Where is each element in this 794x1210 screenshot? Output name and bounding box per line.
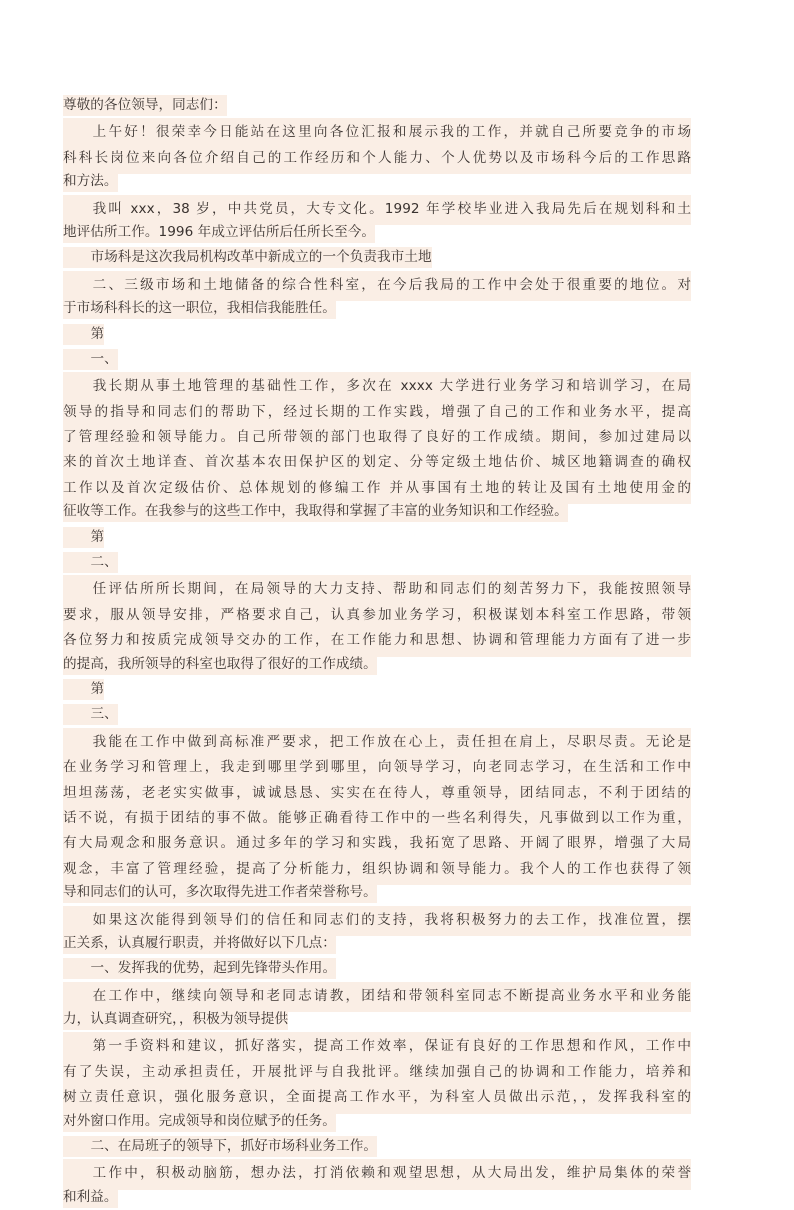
document-line: [63, 118, 691, 143]
paragraph-indent: [63, 1134, 91, 1159]
paragraph-indent: [63, 1161, 91, 1186]
paragraph-indent: [63, 577, 91, 602]
document-line-content: 我叫 xxx，38 岁，中共党员，大专文化。1992 年学校毕业进入我局先后在规划科和土: [90, 200, 691, 217]
paragraph-indent: [63, 1034, 91, 1059]
document-line: [63, 1159, 691, 1184]
document-line-text: 正关系，认真履行职责，并将做好以下几点：: [63, 933, 336, 954]
paragraph-indent: [63, 347, 91, 372]
document-line: [63, 144, 691, 169]
document-line-text: 的提高，我所领导的科室也取得了很好的工作成绩。: [63, 654, 377, 675]
document-line-text: 观念，丰富了管理经验，提高了分析能力，组织协调和领导能力。我个人的工作也获得了领: [63, 855, 691, 885]
document-line: [63, 347, 691, 372]
paragraph-indent: [63, 908, 91, 933]
document-line-content: 在工作中，继续向领导和老同志请教，团结和带领科室同志不断提高业务水平和业务能: [90, 987, 691, 1004]
document-line-text: 和方法。: [63, 171, 118, 192]
document-line: [63, 626, 691, 651]
document-line-content: 三、: [90, 706, 118, 723]
paragraph-indent: [63, 197, 91, 222]
document-line-text: 尊敬的各位领导，同志们：: [63, 95, 227, 116]
document-line-text: 导和同志们的认可，多次取得先进工作者荣誉称号。: [63, 882, 377, 903]
document-line-text: 和利益。: [63, 1187, 118, 1208]
document-line-content: 第: [90, 680, 105, 697]
document-line-text: 力，认真调查研究，，积极为领导提供: [63, 1009, 288, 1030]
document-line-text: 各位努力和按质完成领导交办的工作，在工作能力和思想、协调和管理能力方面有了进一步: [63, 626, 691, 656]
paragraph-indent: [63, 525, 91, 550]
document-line-text: 来的首次土地详查、首次基本农田保护区的划定、分等定级土地估价、城区地籍调查的确权: [63, 448, 691, 478]
document-line-text: 有大局观念和服务意识。通过多年的学习和实践，我拓宽了思路、开阔了眼界，增强了大局: [63, 829, 691, 859]
document-line-text: 坦坦荡荡，老老实实做事，诚诚恳恳、实实在在待人，尊重领导，团结同志，不利于团结的: [63, 779, 691, 809]
document-line-content: 二、三级市场和土地储备的综合性科室，在今后我局的工作中会处于很重要的地位。对: [90, 276, 691, 293]
paragraph-indent: [63, 956, 91, 981]
document-line: [63, 1058, 691, 1083]
document-line: [63, 677, 691, 702]
document-line: [63, 423, 691, 448]
document-line-text: 征收等工作。在我参与的这些工作中，我取得和掌握了丰富的业务知识和工作经验。: [63, 501, 568, 522]
document-line-text: [63, 704, 118, 725]
document-line-text: 话不说，有损于团结的事不做。能够正确看待工作中的一些名利得失，凡事做到以工作为重，: [63, 804, 691, 834]
document-line: [63, 982, 691, 1007]
document-line: [63, 728, 691, 753]
document-line-text: [63, 527, 104, 548]
document-line: [63, 1032, 691, 1057]
paragraph-indent: [63, 550, 91, 575]
paragraph-indent: [63, 702, 91, 727]
document-line: [63, 779, 691, 804]
document-line: [63, 956, 691, 981]
document-line-text: 工作以及首次定级估价、总体规划的修编工作 并从事国有土地的转让及国有土地使用金的: [63, 474, 691, 504]
document-line-content: 我能在工作中做到高标准严要求，把工作放在心上，责任担在肩上，尽职尽责。无论是: [90, 733, 691, 750]
document-line-content: 市场科是这次我局机构改革中新成立的一个负责我市土地: [90, 249, 432, 266]
document-line-content: 一、: [90, 350, 118, 367]
document-line: [63, 829, 691, 854]
paragraph-indent: [63, 245, 91, 270]
paragraph-indent: [63, 322, 91, 347]
document-line-text: 要求，服从领导安排，严格要求自己，认真参加业务学习，积极谋划本科室工作思路，带领: [63, 601, 691, 631]
document-line-text: [63, 349, 118, 370]
document-line-content: 二、: [90, 554, 118, 571]
document-line-text: 科科长岗位来向各位介绍自己的工作经历和个人能力、个人优势以及市场科今后的工作思路: [63, 144, 691, 174]
document-line: [63, 271, 691, 296]
document-line-content: 第: [90, 325, 105, 342]
document-line: [63, 195, 691, 220]
document-line-text: [63, 552, 118, 573]
document-line-text: [63, 324, 104, 345]
document-line: [63, 702, 691, 727]
document-line: [63, 804, 691, 829]
document-line-text: [63, 679, 104, 700]
document-line-text: [63, 1136, 377, 1157]
document-line-text: 在业务学习和管理上，我走到哪里学到哪里，向领导学习，向老同志学习，在生活和工作中: [63, 753, 691, 783]
document-line: [63, 855, 691, 880]
paragraph-indent: [63, 374, 91, 399]
document-line: [63, 906, 691, 931]
document-line: [63, 322, 691, 347]
document-line: [63, 1134, 691, 1159]
document-line-text: [63, 958, 336, 979]
paragraph-indent: [63, 730, 91, 755]
document-line-content: 如果这次能得到领导们的信任和同志们的支持，我将积极努力的去工作，找准位置，摆: [90, 911, 691, 928]
document-line-content: 任评估所所长期间，在局领导的大力支持、帮助和同志们的刻苦努力下，我能按照领导: [90, 581, 691, 598]
document-line: [63, 601, 691, 626]
document-line-text: 地评估所工作。1996 年成立评估所后任所长至今。: [63, 222, 375, 243]
document-line-text: 于市场科科长的这一职位，我相信我能胜任。: [63, 298, 336, 319]
document-line: [63, 93, 691, 118]
document-line: [63, 372, 691, 397]
document-line: [63, 1083, 691, 1108]
document-line: [63, 448, 691, 473]
document-line-text: [63, 247, 432, 268]
paragraph-indent: [63, 984, 91, 1009]
document-text-body: [63, 93, 691, 1210]
document-line-content: 上午好！很荣幸今日能站在这里向各位汇报和展示我的工作，并就自己所要竞争的市场: [90, 124, 691, 141]
document-line-text: 领导的指导和同志们的帮助下，经过长期的工作实践，增强了自己的工作和业务水平，提高: [63, 398, 691, 428]
document-line-content: 工作中，积极动脑筋，想办法，打消依赖和观望思想，从大局出发，维护局集体的荣誉: [90, 1165, 691, 1182]
document-line-content: 我长期从事土地管理的基础性工作，多次在 xxxx 大学进行业务学习和培训学习，在局: [90, 378, 691, 395]
paragraph-indent: [63, 273, 91, 298]
document-line-content: 一、发挥我的优势，起到先锋带头作用。: [90, 960, 337, 977]
document-line-text: 对外窗口作用。完成领导和岗位赋予的任务。: [63, 1111, 336, 1132]
document-line-content: 第: [90, 528, 105, 545]
document-line: [63, 245, 691, 270]
document-line-content: 二、在局班子的领导下，抓好市场科业务工作。: [90, 1138, 378, 1155]
document-line-content: 第一手资料和建议，抓好落实，提高工作效率，保证有良好的工作思想和作风，工作中: [90, 1038, 691, 1055]
document-line-text: [63, 1159, 691, 1189]
document-line: [63, 525, 691, 550]
paragraph-indent: [63, 120, 91, 145]
paragraph-indent: [63, 677, 91, 702]
document-line-text: 了管理经验和领导能力。自己所带领的部门也取得了良好的工作成绩。期间，参加过建局以: [63, 423, 691, 453]
document-line-text: 有了失误，主动承担责任，开展批评与自我批评。继续加强自己的协调和工作能力，培养和: [63, 1058, 691, 1088]
document-line: [63, 575, 691, 600]
document-line: [63, 474, 691, 499]
document-line: [63, 550, 691, 575]
document-line-text: 树立责任意识，强化服务意识，全面提高工作水平，为科室人员做出示范，，发挥我科室的: [63, 1083, 691, 1113]
document-line: [63, 398, 691, 423]
document-line: [63, 753, 691, 778]
